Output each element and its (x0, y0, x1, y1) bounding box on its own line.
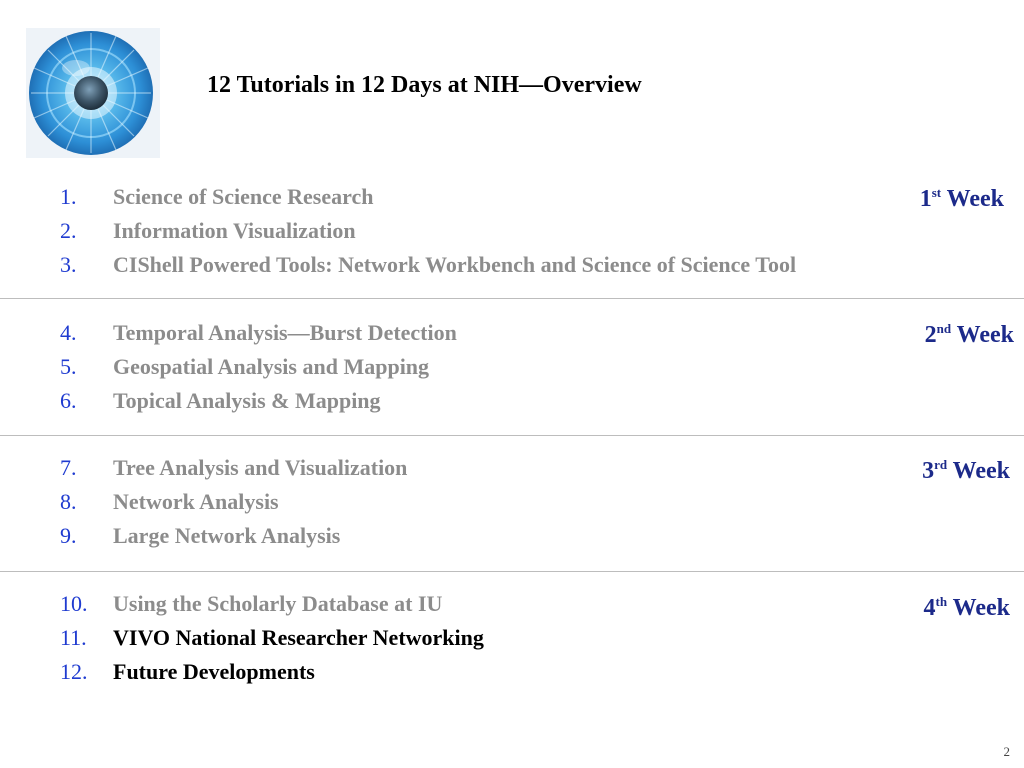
week-label: 1st Week (919, 185, 1004, 212)
week-label: 2nd Week (924, 321, 1014, 348)
item-number: 8. (60, 489, 77, 514)
item-label: Tree Analysis and Visualization (113, 455, 408, 480)
item-label: Network Analysis (113, 489, 279, 514)
item-number: 3. (60, 252, 77, 277)
item-number: 12. (60, 659, 88, 684)
week-label: 4th Week (923, 594, 1010, 621)
item-number: 7. (60, 455, 77, 480)
item-label: Science of Science Research (113, 184, 374, 209)
item-label: Large Network Analysis (113, 523, 341, 548)
item-label: VIVO National Researcher Networking (113, 625, 484, 650)
item-label: Topical Analysis & Mapping (113, 388, 381, 413)
item-number: 2. (60, 218, 77, 243)
item-label: Information Visualization (113, 218, 356, 243)
item-number: 9. (60, 523, 77, 548)
item-number: 1. (60, 184, 77, 209)
item-number: 4. (60, 320, 77, 345)
week-label: 3rd Week (922, 457, 1010, 484)
section-divider (0, 298, 1024, 299)
item-label: Using the Scholarly Database at IU (113, 591, 443, 616)
eye-iris-icon (26, 28, 160, 158)
item-label: Geospatial Analysis and Mapping (113, 354, 430, 379)
item-number: 5. (60, 354, 77, 379)
slide-title: 12 Tutorials in 12 Days at NIH—Overview (207, 72, 642, 98)
section-divider (0, 435, 1024, 436)
item-label: CIShell Powered Tools: Network Workbench and Science of Science Tool (113, 252, 797, 277)
section-divider (0, 571, 1024, 572)
item-number: 6. (60, 388, 77, 413)
page-number: 2 (1003, 744, 1010, 759)
item-number: 11. (60, 625, 87, 650)
item-number: 10. (60, 591, 88, 616)
item-label: Temporal Analysis—Burst Detection (113, 320, 457, 345)
item-label: Future Developments (113, 659, 315, 684)
